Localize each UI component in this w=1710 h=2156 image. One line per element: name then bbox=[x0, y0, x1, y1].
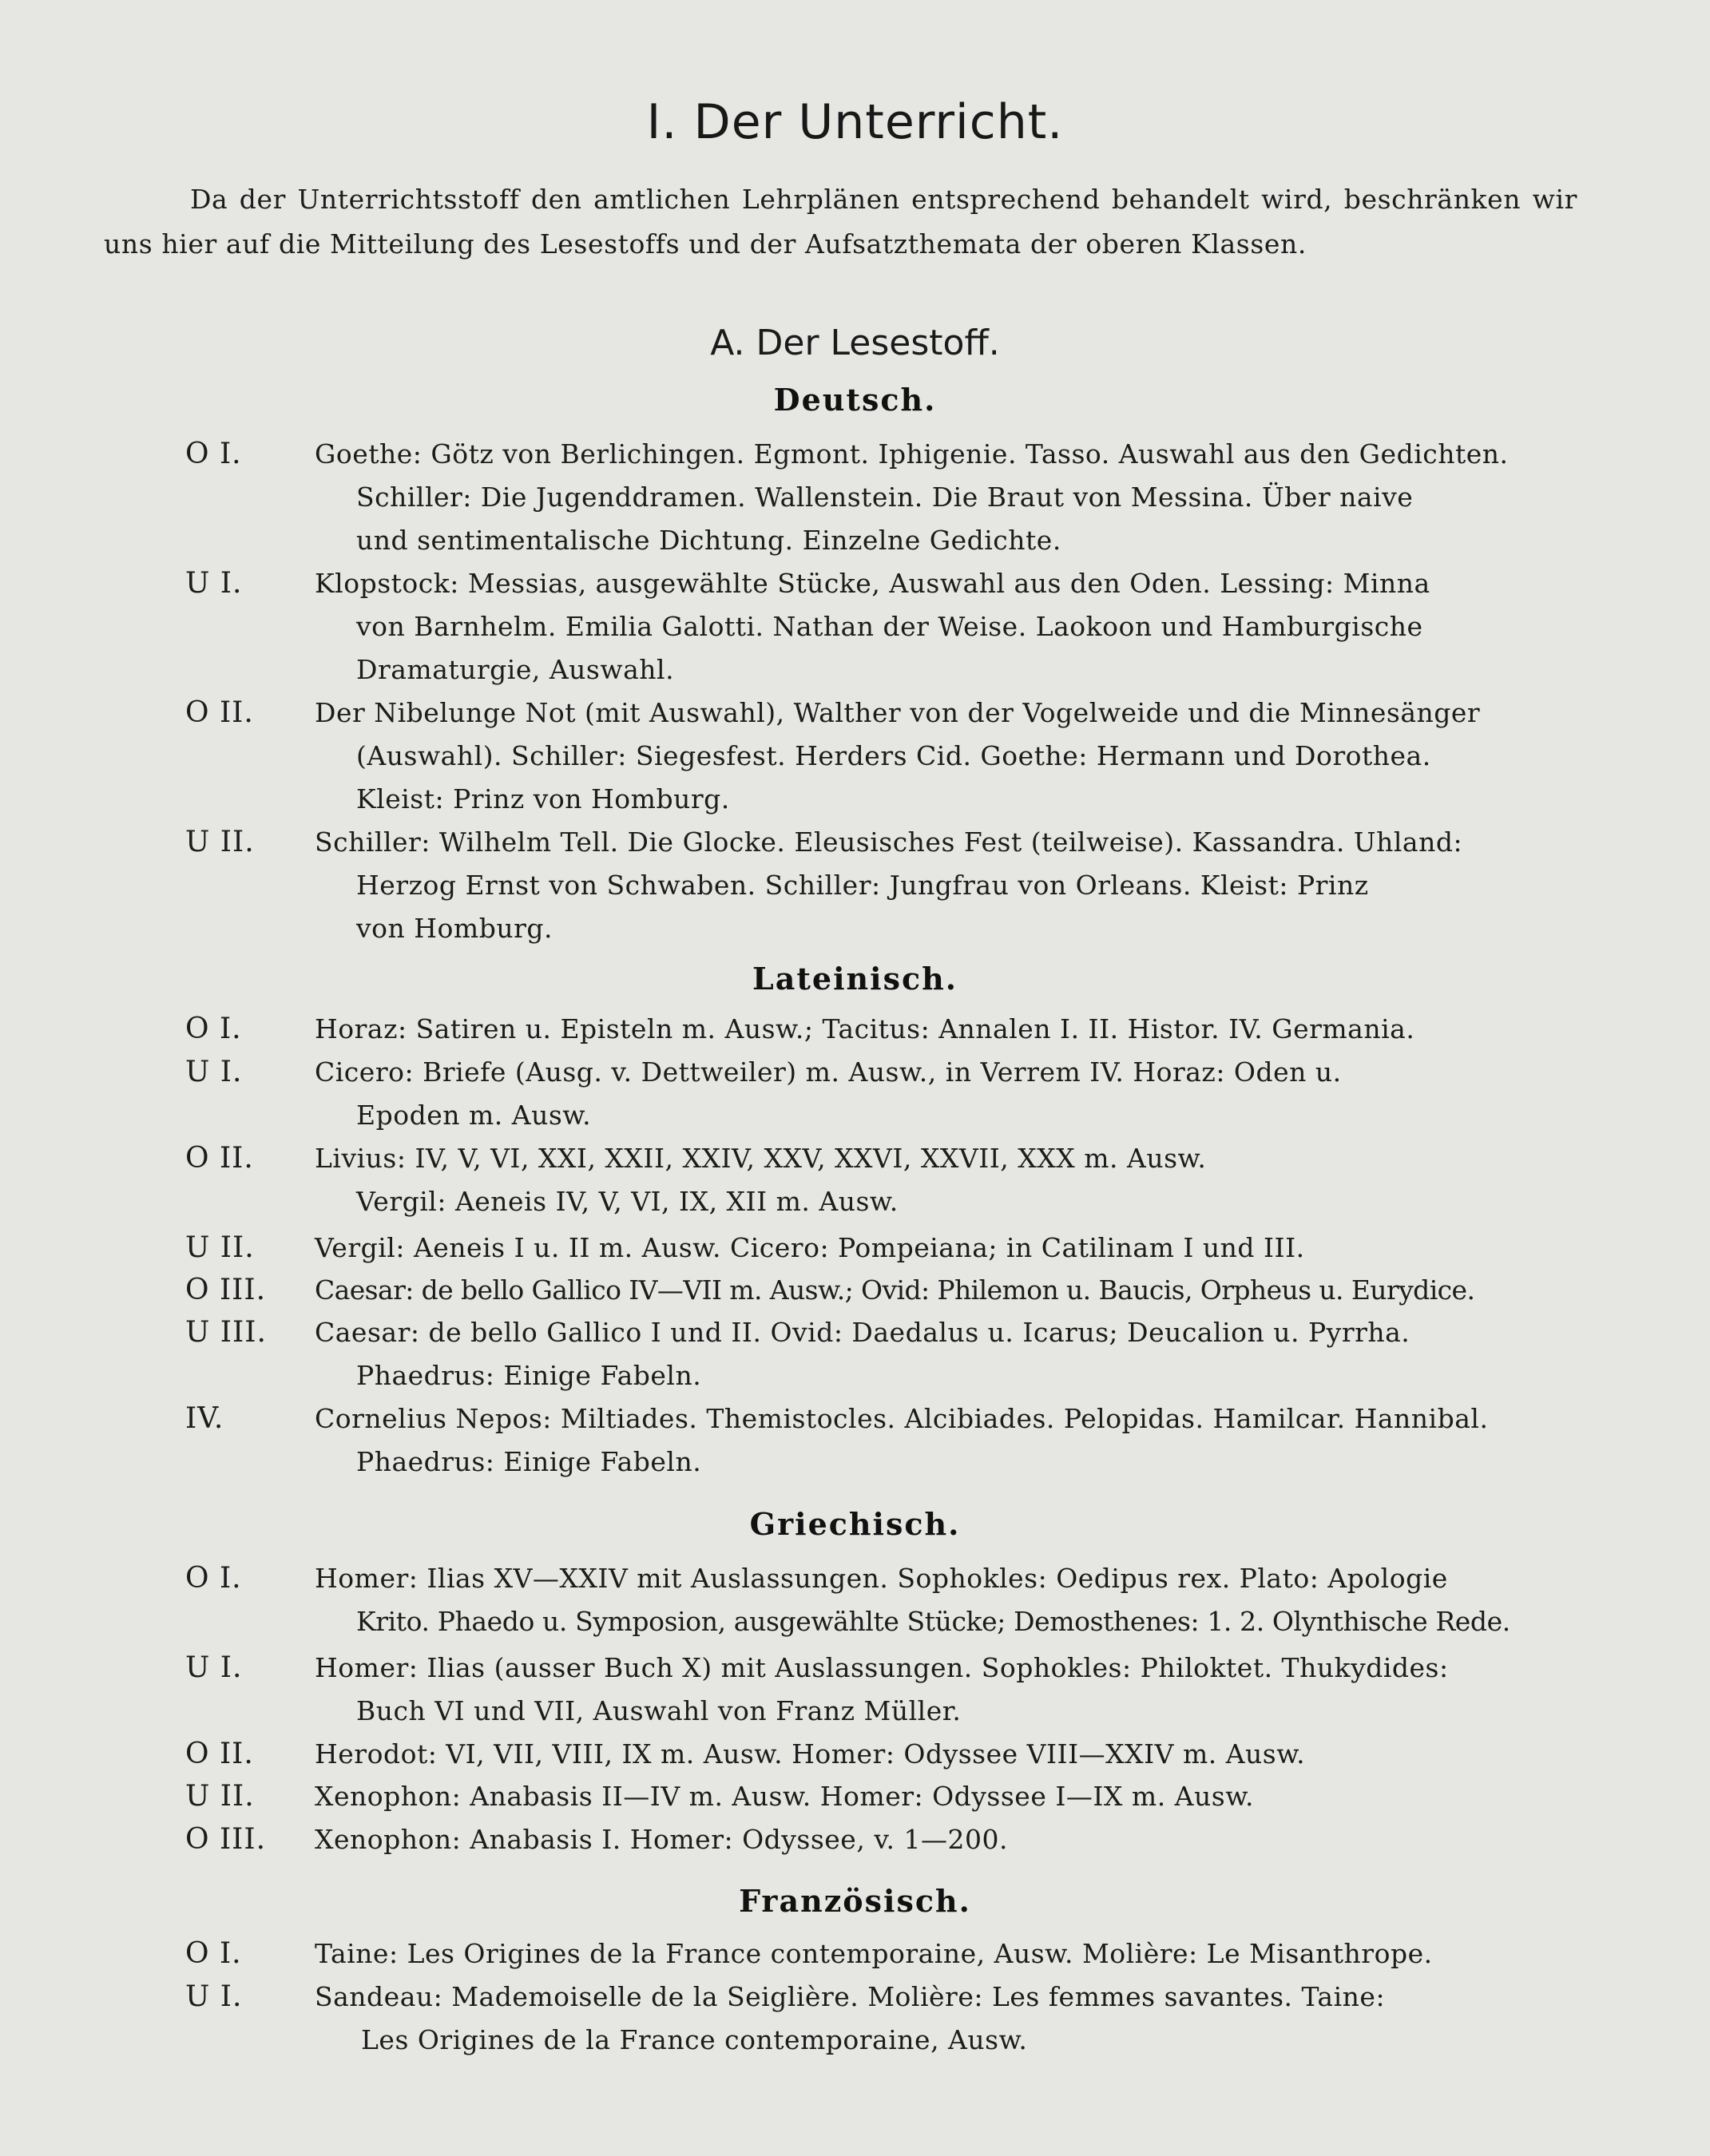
reading-text: Caesar: de bello Gallico IV—VII m. Ausw.; Ovid: Philemon u. Baucis, Orpheus u. Eurydice. bbox=[315, 1274, 1475, 1306]
section-title: A. Der Lesestoff. bbox=[710, 323, 1000, 363]
reading-text: Herodot: VI, VII, VIII, IX m. Ausw. Homer: Odyssee VIII—XXIV m. Ausw. bbox=[315, 1738, 1306, 1770]
subject-heading-griechisch: Griechisch. bbox=[749, 1506, 961, 1542]
class-label: O I. bbox=[185, 438, 242, 470]
class-label: U II. bbox=[185, 826, 255, 858]
reading-text: Homer: Ilias XV—XXIV mit Auslassungen. Sophokles: Oedipus rex. Plato: Apologie Krito. Phaedo u. Symposion, ausgewählte Stücke; Demosthenes: 1. 2. Olynthische Rede. bbox=[315, 1563, 1510, 1637]
class-label: IV. bbox=[185, 1402, 224, 1435]
reading-text: Klopstock: Messias, ausgewählte Stücke, Auswahl aus den Oden. Lessing: Minna von Barnhelm. Emilia Galotti. Nathan der Weise. Laokoon und Hamburgische Dramaturgie, Auswahl. bbox=[315, 568, 1430, 685]
class-label: O II. bbox=[185, 1142, 254, 1175]
intro-line-1: Da der Unterrichtsstoff den amtlichen Lehrplänen entsprechend behandelt wird, beschränken bbox=[190, 184, 1522, 215]
reading-text: Caesar: de bello Gallico I und II. Ovid: Daedalus u. Icarus; Deucalion u. Pyrrha. Phaedrus: Einige Fabeln. bbox=[315, 1317, 1410, 1391]
reading-text: Cicero: Briefe (Ausg. v. Dettweiler) m. Ausw., in Verrem IV. Horaz: Oden u. Epoden m. Ausw. bbox=[315, 1056, 1342, 1131]
reading-text: Homer: Ilias (ausser Buch X) mit Auslassungen. Sophokles: Philoktet. Thukydides: Buch VI und VII, Auswahl von Franz Müller. bbox=[315, 1652, 1449, 1726]
reading-text: Vergil: Aeneis I u. II m. Ausw. Cicero: Pompeiana; in Catilinam I und III. bbox=[315, 1232, 1305, 1263]
reading-text: Der Nibelunge Not (mit Auswahl), Walther von der Vogelweide und die Minnesänger (Auswahl). Schiller: Siegesfest. Herders Cid. Goethe: Hermann und Dorothea. Kleist: Prinz von Homburg. bbox=[315, 697, 1481, 814]
class-label: O III. bbox=[185, 1823, 267, 1856]
intro-paragraph bbox=[104, 177, 1577, 267]
subject-heading-lateinisch: Lateinisch. bbox=[752, 961, 958, 997]
class-label: U I. bbox=[185, 1651, 243, 1684]
class-label: U II. bbox=[185, 1231, 255, 1264]
class-label: O II. bbox=[185, 696, 254, 729]
reading-text: Livius: IV, V, VI, XXI, XXII, XXIV, XXV, XXVI, XXVII, XXX m. Ausw. Vergil: Aeneis IV, V, VI, IX, XII m. Ausw. bbox=[315, 1143, 1207, 1217]
class-label: O I. bbox=[185, 1562, 242, 1595]
reading-text: Horaz: Satiren u. Episteln m. Ausw.; Tacitus: Annalen I. II. Histor. IV. Germania. bbox=[315, 1013, 1415, 1044]
class-label: O III. bbox=[185, 1274, 267, 1306]
reading-text: Cornelius Nepos: Miltiades. Themistocles. Alcibiades. Pelopidas. Hamilcar. Hannibal. Phaedrus: Einige Fabeln. bbox=[315, 1403, 1489, 1477]
class-label: U I. bbox=[185, 1056, 243, 1088]
reading-text: Goethe: Götz von Berlichingen. Egmont. Iphigenie. Tasso. Auswahl aus den Gedichten. Schiller: Die Jugenddramen. Wallenstein. Die Braut von Messina. Über naive und sentimentalische Dichtung. Einzelne Gedichte. bbox=[315, 438, 1509, 556]
reading-text: Sandeau: Mademoiselle de la Seiglière. Molière: Les femmes savantes. Taine: Les Origines de la France contemporaine, Ausw. bbox=[315, 1981, 1386, 2055]
reading-text: Xenophon: Anabasis II—IV m. Ausw. Homer: Odyssee I—IX m. Ausw. bbox=[315, 1781, 1255, 1812]
class-label: O I. bbox=[185, 1937, 242, 1970]
intro-line-2: wir uns hier auf die Mitteilung des Lesestoffs und der Aufsatzthemata der oberen Klassen. bbox=[104, 184, 1577, 260]
class-label: U I. bbox=[185, 1980, 243, 2013]
class-label: U III. bbox=[185, 1316, 267, 1349]
subject-heading-franzoesisch: Französisch. bbox=[739, 1883, 971, 1919]
class-label: O II. bbox=[185, 1738, 254, 1770]
class-label: U I. bbox=[185, 567, 243, 600]
reading-text: Taine: Les Origines de la France contemporaine, Ausw. Molière: Le Misanthrope. bbox=[315, 1938, 1433, 1969]
subject-heading-deutsch: Deutsch. bbox=[773, 382, 937, 418]
class-label: O I. bbox=[185, 1013, 242, 1045]
reading-text: Xenophon: Anabasis I. Homer: Odyssee, v. 1—200. bbox=[315, 1824, 1008, 1855]
reading-text: Schiller: Wilhelm Tell. Die Glocke. Eleusisches Fest (teilweise). Kassandra. Uhland: Herzog Ernst von Schwaben. Schiller: Jungfrau von Orleans. Kleist: Prinz von Homburg. bbox=[315, 826, 1463, 944]
page-title: I. Der Unterricht. bbox=[646, 94, 1064, 150]
class-label: U II. bbox=[185, 1780, 255, 1813]
